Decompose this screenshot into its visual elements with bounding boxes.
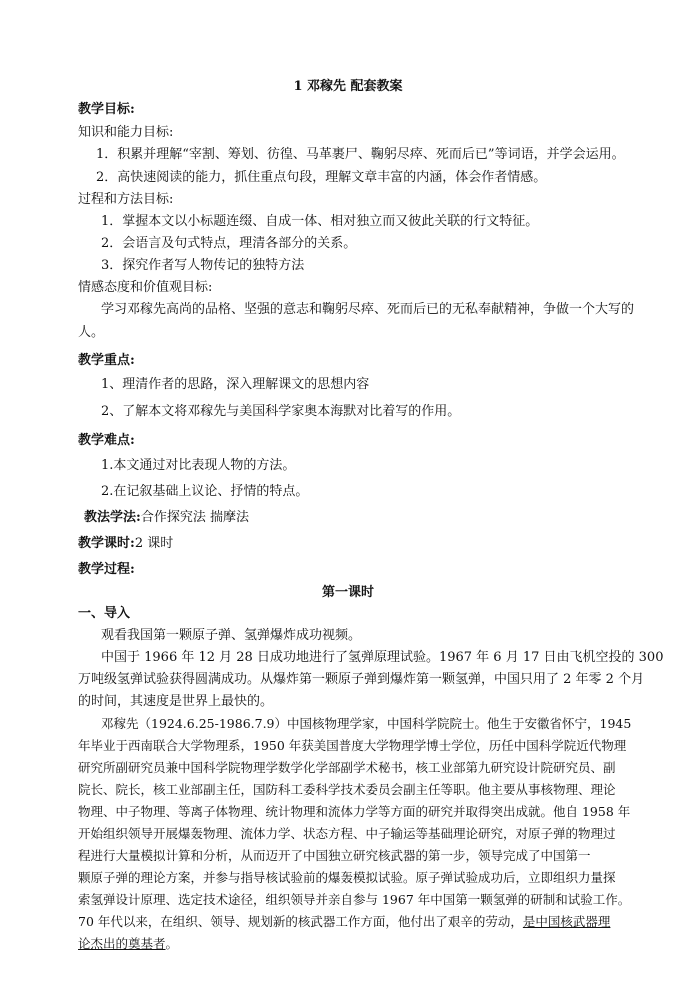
emotion-text: 人。 [78,325,105,340]
key-item: 1、理清作者的思路，深入理解课文的思想内容 [101,377,370,392]
difficulty-item: 1.本文通过对比表现人物的方法。 [101,458,296,473]
process-item: 2．会语言及句式特点，理清各部分的关系。 [101,236,357,251]
paragraph-line: 年毕业于西南联合大学物理系，1950 年获美国普度大学物理学博士学位，历任中国科学院近代物理 [78,738,627,753]
paragraph-line [78,935,178,953]
knowledge-item: 2．高快速阅读的能力，抓住重点句段，理解文章丰富的内涵，体会作者情感。 [96,170,547,185]
paragraph: 观看我国第一颗原子弹、氢弹爆炸成功视频。 [101,628,362,643]
section-heading: 一、导入 [78,606,131,621]
key-heading: 教学重点: [78,353,135,368]
hours-label: 教学课时: [78,536,135,551]
difficulty-item: 2.在记叙基础上议论、抒情的特点。 [101,484,309,499]
process-heading: 过程和方法目标: [78,192,174,207]
knowledge-heading: 知识和能力目标: [78,125,174,140]
paragraph-line: 邓稼先（1924.6.25-1986.7.9）中国核物理学家，中国科学院院士。他生于安徽省怀宁，1945 [101,716,632,731]
knowledge-item: 1．积累并理解“宰割、筹划、彷徨、马革裹尸、鞠躬尽瘁、死而后已”等词语，并学会运用。 [96,147,625,162]
page-title: 1 邓稼先 配套教案 [293,79,403,94]
hours-row [78,535,173,553]
process-title: 教学过程: [78,562,135,577]
paragraph-text: 70 年代以来，在组织、领导、规划新的核武器工作方面，他付出了艰辛的劳动， [78,914,523,929]
paragraph-text: 。 [165,936,179,951]
paragraph-line: 院长、院长，核工业部副主任，国防科工委科学技术委员会副主任等职。他主要从事核物理、理论 [78,782,616,797]
process-item: 1．掌握本文以小标题连缀、自成一体、相对独立而又彼此关联的行文特征。 [101,214,539,229]
key-item: 2、了解本文将邓稼先与美国科学家奥本海默对比着写的作用。 [101,404,461,419]
paragraph-line: 的时间，其速度是世界上最快的。 [78,694,274,709]
emotion-text: 学习邓稼先高尚的品格、坚强的意志和鞠躬尽瘁、死而后已的无私奉献精神，争做一个大写的 [101,302,635,317]
paragraph-line: 物理、中子物理、等离子体物理、统计物理和流体力学等方面的研究并取得突出成就。他自 1958 年 [78,804,631,819]
hours-value: 2 课时 [134,536,174,551]
underlined-text: 是中国核武器理 [522,914,611,929]
goals-heading: 教学目标: [78,102,135,117]
method-row [84,509,249,527]
emotion-heading: 情感态度和价值观目标: [78,280,213,295]
method-value: 合作探究法 揣摩法 [140,510,249,525]
method-label: 教法学法: [84,510,141,525]
paragraph-line: 万吨级氢弹试验获得圆满成功。从爆炸第一颗原子弹到爆炸第一颗氢弹，中国只用了 2 年零 2 个月 [78,672,645,687]
paragraph-line: 中国于 1966 年 12 月 28 日成功地进行了氢弹原理试验。1967 年 6 月 17 日由飞机空投的 300 [101,650,664,665]
paragraph-line [78,913,610,931]
paragraph-line: 程进行大量模拟计算和分析，从而迈开了中国独立研究核武器的第一步，领导完成了中国第一 [78,848,591,863]
lesson-title: 第一课时 [321,585,374,600]
difficulty-heading: 教学难点: [78,433,135,448]
process-item: 3．探究作者写人物传记的独特方法 [101,258,305,273]
paragraph-line: 颗原子弹的理论方案，并参与指导核试验前的爆轰模拟试验。原子弹试验成功后，立即组织力量探 [78,870,616,885]
underlined-text: 论杰出的奠基者 [78,936,166,951]
paragraph-line: 开始组织领导开展爆轰物理、流体力学、状态方程、中子输运等基础理论研究，对原子弹的物理过 [78,826,616,841]
paragraph-line: 研究所副研究员兼中国科学院物理学数学化学部副学术秘书，核工业部第九研究设计院研究员、副 [78,760,616,775]
paragraph-line: 索氢弹设计原理、选定技术途径，组织领导并亲自参与 1967 年中国第一颗氢弹的研制和试验工作。 [78,892,631,907]
